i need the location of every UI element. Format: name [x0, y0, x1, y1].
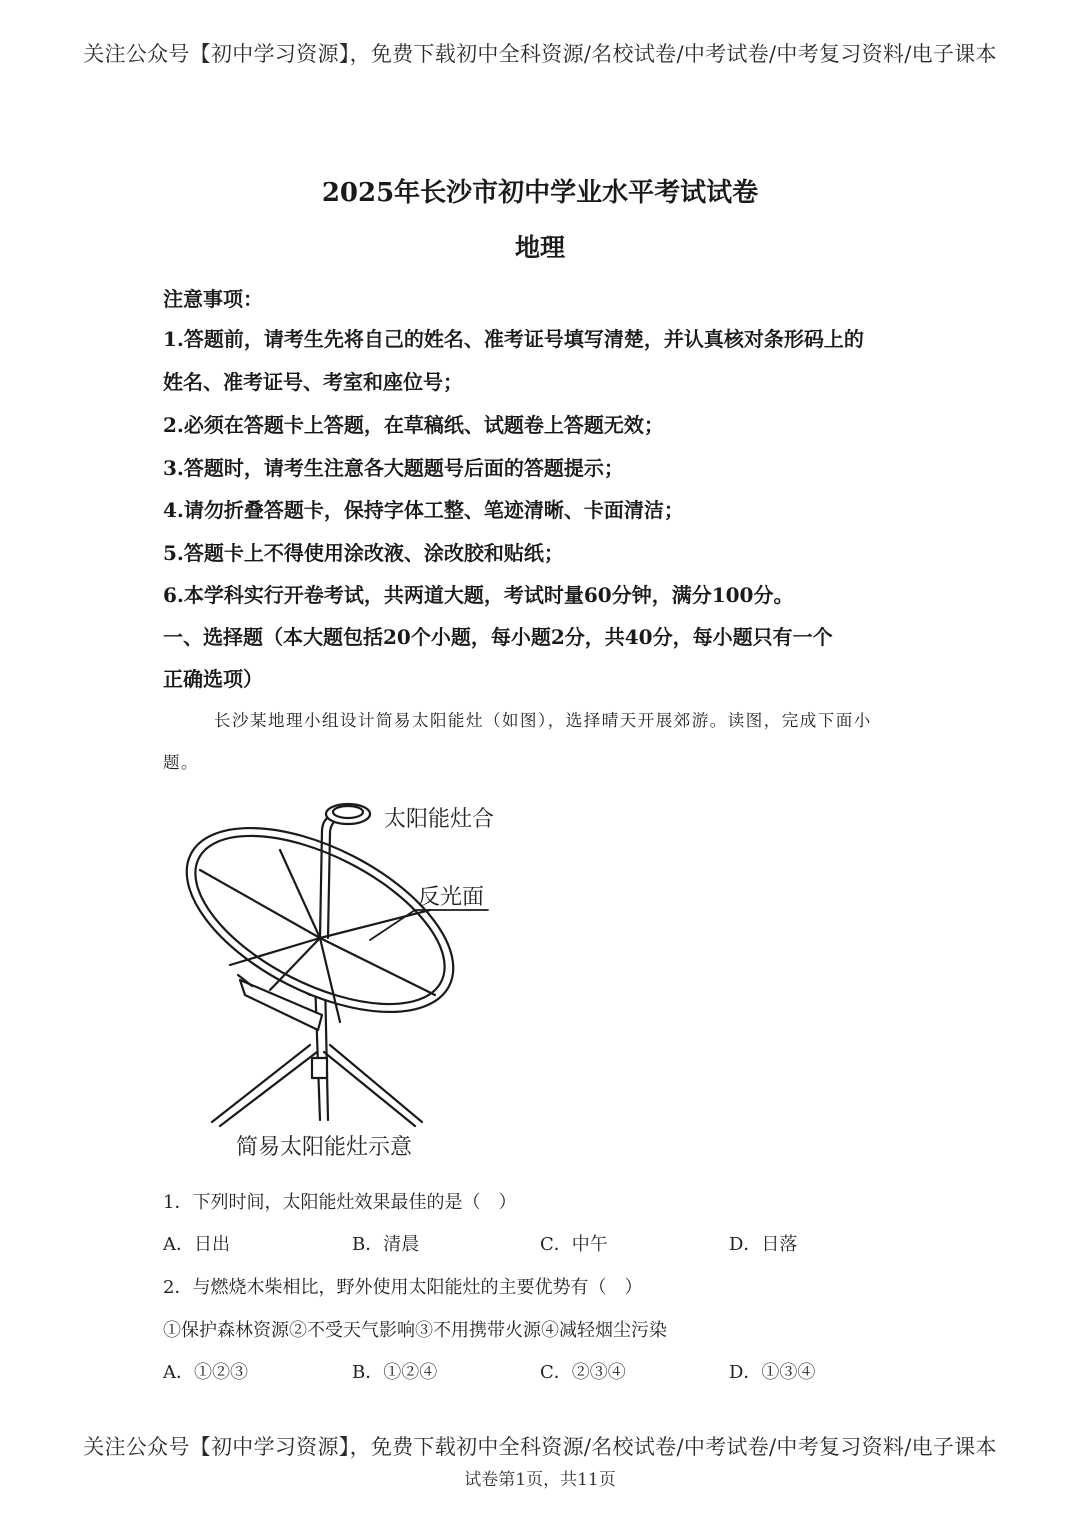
header-banner: 关注公众号【初中学习资源】，免费下载初中全科资源/名校试卷/中考试卷/中考复习资料/电子课本 — [83, 42, 997, 66]
notice-item: 1.答题前，请考生先将自己的姓名、准考证号填写清楚，并认真核对条形码上的 — [163, 327, 864, 351]
tripod-right-leg — [330, 1045, 422, 1122]
footer-banner: 关注公众号【初中学习资源】，免费下载初中全科资源/名校试卷/中考试卷/中考复习资料/电子课本 — [83, 1435, 997, 1459]
section-heading-cont: 正确选项） — [163, 667, 263, 691]
label-stove-top: 太阳能灶合 — [384, 807, 495, 832]
q2-option-a: A．①②③ — [163, 1362, 248, 1383]
intro-text: 长沙某地理小组设计简易太阳能灶（如图），选择晴天开展郊游。读图，完成下面小 — [214, 711, 872, 730]
section-heading: 一、选择题（本大题包括20个小题，每小题2分，共40分，每小题只有一个 — [163, 625, 833, 649]
tripod-center-leg — [315, 980, 320, 1120]
intro-text-cont: 题。 — [163, 753, 199, 772]
figure-caption: 简易太阳能灶示意 — [236, 1135, 413, 1160]
q2-option-d: D．①③④ — [729, 1362, 816, 1383]
question-2-stem: 2．与燃烧木柴相比，野外使用太阳能灶的主要优势有（ ） — [163, 1277, 643, 1298]
q1-option-c: C．中午 — [540, 1234, 608, 1255]
q2-option-b: B．①②④ — [352, 1362, 438, 1383]
q1-option-d: D．日落 — [729, 1234, 798, 1255]
label-reflector: 反光面 — [418, 885, 485, 910]
exam-title: 2025年长沙市初中学业水平考试试卷 — [321, 178, 759, 208]
q2-option-c: C．②③④ — [540, 1362, 626, 1383]
q1-option-b: B．清晨 — [352, 1234, 420, 1255]
notice-heading: 注意事项： — [163, 287, 263, 311]
q1-option-a: A．日出 — [163, 1234, 230, 1255]
notice-item: 4.请勿折叠答题卡，保持字体工整、笔迹清晰、卡面清洁； — [163, 498, 684, 522]
notice-item: 姓名、准考证号、考室和座位号； — [163, 370, 463, 394]
notice-item: 3.答题时，请考生注意各大题题号后面的答题提示； — [163, 456, 624, 480]
subject-title: 地理 — [514, 233, 565, 262]
notice-item: 2.必须在答题卡上答题，在草稿纸、试题卷上答题无效； — [163, 413, 664, 437]
question-1-stem: 1．下列时间，太阳能灶效果最佳的是（ ） — [163, 1192, 517, 1213]
solar-stove-diagram — [170, 790, 530, 1170]
question-2-statements: ①保护森林资源②不受天气影响③不用携带火源④减轻烟尘污染 — [163, 1320, 667, 1341]
page-number: 试卷第1页，共11页 — [464, 1470, 616, 1490]
notice-item: 5.答题卡上不得使用涂改液、涂改胶和贴纸； — [163, 541, 564, 565]
tripod-left-leg — [212, 1045, 310, 1122]
notice-item: 6.本学科实行开卷考试，共两道大题，考试时量60分钟，满分100分。 — [163, 583, 794, 607]
